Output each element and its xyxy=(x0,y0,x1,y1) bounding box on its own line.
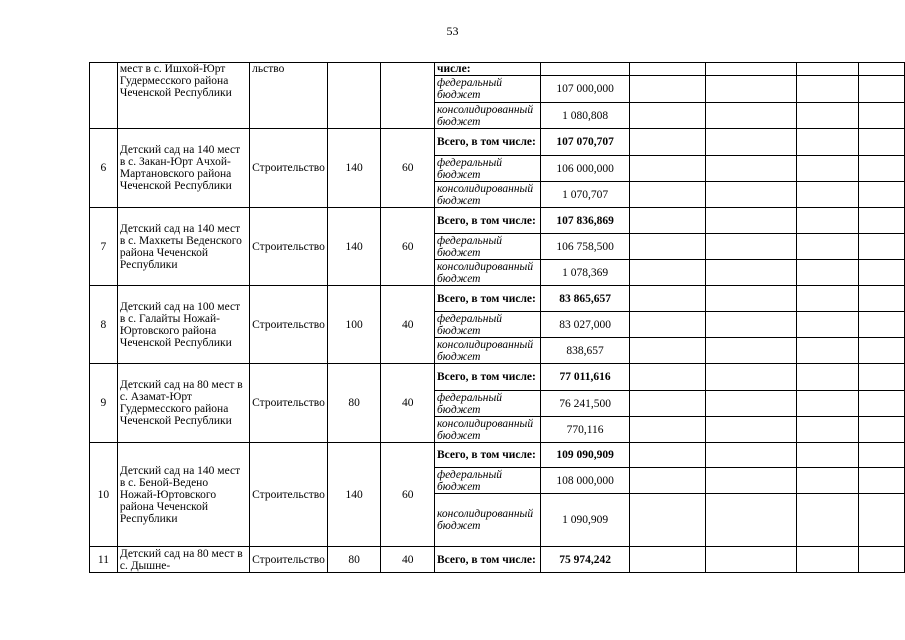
funding-total-label: Всего, в том числе: xyxy=(434,547,540,573)
empty-cell xyxy=(797,468,859,494)
empty-cell xyxy=(797,63,859,76)
table-row xyxy=(90,286,905,312)
empty-cell xyxy=(706,468,797,494)
object-name: мест в с. Ишхой-Юрт Гудермесского района Чеченской Республики xyxy=(117,63,249,129)
funding-source-amount: 106 758,500 xyxy=(540,234,629,260)
funding-source-label: федеральный бюджет xyxy=(434,468,540,494)
empty-cell xyxy=(706,129,797,156)
empty-cell xyxy=(706,286,797,312)
empty-cell xyxy=(859,76,905,103)
empty-cell xyxy=(630,234,706,260)
empty-cell xyxy=(797,417,859,443)
empty-cell xyxy=(859,234,905,260)
funding-source-amount: 76 241,500 xyxy=(540,391,629,417)
empty-cell xyxy=(706,260,797,286)
empty-cell xyxy=(859,494,905,547)
empty-cell xyxy=(797,391,859,417)
capacity: 140 xyxy=(327,129,381,208)
empty-cell xyxy=(797,234,859,260)
empty-cell xyxy=(630,103,706,129)
empty-cell xyxy=(797,156,859,182)
table-row xyxy=(90,129,905,156)
empty-cell xyxy=(859,260,905,286)
funding-total-label: Всего, в том числе: xyxy=(434,208,540,234)
empty-cell xyxy=(706,547,797,573)
empty-cell xyxy=(859,129,905,156)
empty-cell xyxy=(706,182,797,208)
funding-source-label: консолидированный бюджет xyxy=(434,103,540,129)
funding-source-label: консолидированный бюджет xyxy=(434,417,540,443)
capacity: 100 xyxy=(327,286,381,364)
empty-cell xyxy=(630,417,706,443)
funding-total-label: Всего, в том числе: xyxy=(434,443,540,468)
table-row xyxy=(90,208,905,234)
empty-cell xyxy=(706,494,797,547)
empty-cell xyxy=(630,391,706,417)
empty-cell xyxy=(859,547,905,573)
empty-cell xyxy=(859,417,905,443)
empty-cell xyxy=(797,129,859,156)
object-name: Детский сад на 140 мест в с. Беной-Ведено Ножай-Юртовского района Чеченской Республики xyxy=(117,443,249,547)
empty-cell xyxy=(859,338,905,364)
funding-total-label: числе: xyxy=(434,63,540,76)
work-type: Строительство xyxy=(250,547,328,573)
funding-source-label: консолидированный бюджет xyxy=(434,182,540,208)
jobs: 60 xyxy=(381,208,435,286)
empty-cell xyxy=(706,103,797,129)
page-number: 53 xyxy=(446,24,459,38)
empty-cell xyxy=(706,312,797,338)
row-number: 11 xyxy=(90,547,118,573)
funding-source-amount: 770,116 xyxy=(540,417,629,443)
capacity: 80 xyxy=(327,364,381,443)
empty-cell xyxy=(630,182,706,208)
empty-cell xyxy=(630,260,706,286)
jobs: 60 xyxy=(381,129,435,208)
empty-cell xyxy=(859,63,905,76)
funding-source-amount: 838,657 xyxy=(540,338,629,364)
funding-total-amount: 77 011,616 xyxy=(540,364,629,391)
empty-cell xyxy=(797,260,859,286)
funding-total-amount: 75 974,242 xyxy=(540,547,629,573)
empty-cell xyxy=(630,364,706,391)
empty-cell xyxy=(706,338,797,364)
empty-cell xyxy=(630,338,706,364)
empty-cell xyxy=(859,312,905,338)
funding-source-amount: 1 078,369 xyxy=(540,260,629,286)
object-name: Детский сад на 140 мест в с. Махкеты Веденского района Чеченской Республики xyxy=(117,208,249,286)
funding-source-label: консолидированный бюджет xyxy=(434,494,540,547)
funding-total-amount: 107 070,707 xyxy=(540,129,629,156)
empty-cell xyxy=(797,494,859,547)
object-name: Детский сад на 80 мест в с. Азамат-Юрт Гудермесского района Чеченской Республики xyxy=(117,364,249,443)
empty-cell xyxy=(859,468,905,494)
empty-cell xyxy=(859,103,905,129)
table-row xyxy=(90,443,905,468)
object-name: Детский сад на 80 мест в с. Дышне- xyxy=(117,547,249,573)
funding-source-label: федеральный бюджет xyxy=(434,312,540,338)
funding-source-amount: 83 027,000 xyxy=(540,312,629,338)
capacity: 140 xyxy=(327,443,381,547)
empty-cell xyxy=(706,63,797,76)
empty-cell xyxy=(797,286,859,312)
jobs: 40 xyxy=(381,286,435,364)
funding-source-amount: 1 070,707 xyxy=(540,182,629,208)
work-type: Строительство xyxy=(250,443,328,547)
funding-source-label: федеральный бюджет xyxy=(434,391,540,417)
funding-source-amount: 108 000,000 xyxy=(540,468,629,494)
work-type: Строительство xyxy=(250,286,328,364)
empty-cell xyxy=(630,312,706,338)
empty-cell xyxy=(630,286,706,312)
empty-cell xyxy=(630,156,706,182)
empty-cell xyxy=(630,494,706,547)
row-number: 6 xyxy=(90,129,118,208)
financing-table xyxy=(89,62,905,573)
funding-source-amount: 1 090,909 xyxy=(540,494,629,547)
table-row xyxy=(90,364,905,391)
row-number: 9 xyxy=(90,364,118,443)
row-number xyxy=(90,63,118,129)
empty-cell xyxy=(859,208,905,234)
table-row xyxy=(90,63,905,76)
funding-source-label: федеральный бюджет xyxy=(434,234,540,260)
funding-source-amount: 106 000,000 xyxy=(540,156,629,182)
funding-total-amount: 107 836,869 xyxy=(540,208,629,234)
empty-cell xyxy=(797,312,859,338)
jobs xyxy=(381,63,435,129)
funding-total-amount: 83 865,657 xyxy=(540,286,629,312)
funding-total-label: Всего, в том числе: xyxy=(434,364,540,391)
funding-source-label: федеральный бюджет xyxy=(434,76,540,103)
empty-cell xyxy=(706,156,797,182)
empty-cell xyxy=(859,391,905,417)
empty-cell xyxy=(797,208,859,234)
work-type: Строительство xyxy=(250,129,328,208)
funding-source-label: федеральный бюджет xyxy=(434,156,540,182)
empty-cell xyxy=(797,76,859,103)
empty-cell xyxy=(797,182,859,208)
funding-source-label: консолидированный бюджет xyxy=(434,338,540,364)
funding-source-amount: 107 000,000 xyxy=(540,76,629,103)
empty-cell xyxy=(797,364,859,391)
empty-cell xyxy=(859,286,905,312)
object-name: Детский сад на 140 мест в с. Закан-Юрт Ачхой-Мартановского района Чеченской Республики xyxy=(117,129,249,208)
empty-cell xyxy=(706,208,797,234)
empty-cell xyxy=(797,338,859,364)
funding-source-amount: 1 080,808 xyxy=(540,103,629,129)
empty-cell xyxy=(797,547,859,573)
work-type: Строительство xyxy=(250,208,328,286)
empty-cell xyxy=(630,129,706,156)
capacity xyxy=(327,63,381,129)
empty-cell xyxy=(859,156,905,182)
empty-cell xyxy=(630,208,706,234)
row-number: 8 xyxy=(90,286,118,364)
work-type: льство xyxy=(250,63,328,129)
funding-total-label: Всего, в том числе: xyxy=(434,129,540,156)
empty-cell xyxy=(706,417,797,443)
empty-cell xyxy=(630,63,706,76)
empty-cell xyxy=(706,76,797,103)
funding-total-amount xyxy=(540,63,629,76)
empty-cell xyxy=(706,391,797,417)
jobs: 60 xyxy=(381,443,435,547)
empty-cell xyxy=(797,443,859,468)
empty-cell xyxy=(797,103,859,129)
empty-cell xyxy=(706,364,797,391)
funding-total-amount: 109 090,909 xyxy=(540,443,629,468)
funding-total-label: Всего, в том числе: xyxy=(434,286,540,312)
empty-cell xyxy=(630,443,706,468)
jobs: 40 xyxy=(381,547,435,573)
row-number: 10 xyxy=(90,443,118,547)
empty-cell xyxy=(859,364,905,391)
funding-source-label: консолидированный бюджет xyxy=(434,260,540,286)
jobs: 40 xyxy=(381,364,435,443)
empty-cell xyxy=(706,443,797,468)
empty-cell xyxy=(630,547,706,573)
empty-cell xyxy=(630,468,706,494)
work-type: Строительство xyxy=(250,364,328,443)
capacity: 140 xyxy=(327,208,381,286)
empty-cell xyxy=(859,182,905,208)
capacity: 80 xyxy=(327,547,381,573)
object-name: Детский сад на 100 мест в с. Галайты Ножай-Юртовского района Чеченской Республики xyxy=(117,286,249,364)
empty-cell xyxy=(859,443,905,468)
table-row xyxy=(90,547,905,573)
row-number: 7 xyxy=(90,208,118,286)
empty-cell xyxy=(630,76,706,103)
empty-cell xyxy=(706,234,797,260)
